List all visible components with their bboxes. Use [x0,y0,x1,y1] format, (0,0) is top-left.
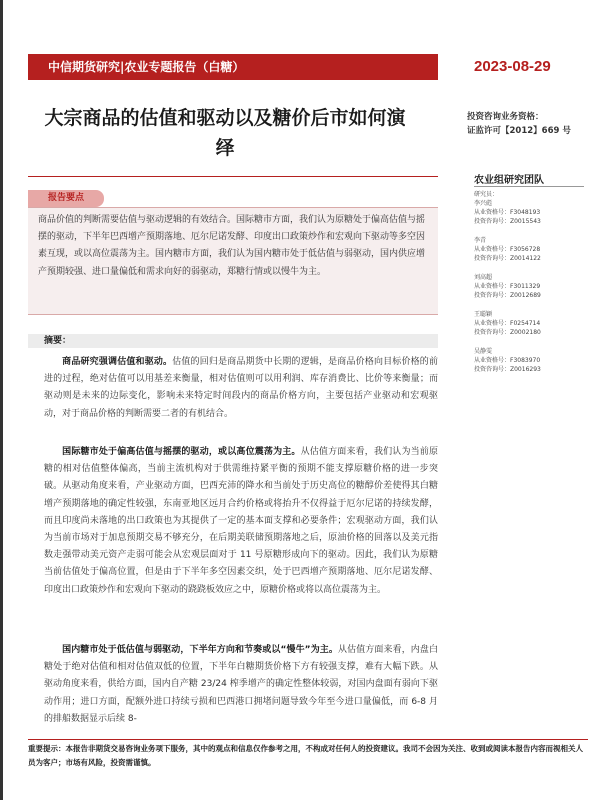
abstract-label: 摘要： [44,336,72,346]
researcher-advisor: 投资咨询号：Z0014122 [474,255,541,262]
researcher-license: 从业资格号：F3011329 [474,283,541,290]
paragraph-2-heading: 国际糖市处于偏高估值与摇摆的驱动，或以高位震荡为主。 [62,447,301,457]
header-report-type: 中信期货研究|农业专题报告（白糖） [48,60,245,74]
team-divider [474,186,584,187]
summary-top-rule [28,176,438,177]
researcher-entry [474,236,594,263]
abstract-paragraph-1 [44,354,438,423]
researcher-entry [474,310,594,337]
license-line-2: 证监许可【2012】669 号 [467,126,571,136]
researcher-license: 从业资格号：F3056728 [474,246,541,253]
paragraph-1-body: 估值的回归是商品期货中长期的逻辑，是商品价格向目标价格的前进的过程，绝对估值可以用基差来衡量，相对估值则可以用利润、库存消费比、比价等来衡量；而驱动则是未来的边际变化，影响未来特定时间段内的商品价格方向，主要包括产业驱动和宏观驱动，对于商品价格的判断需要二者的有机结合。 [44,357,438,419]
summary-text: 商品价值的判断需要估值与驱动逻辑的有效结合。国际糖市方面，我们认为原糖处于偏高估值与摇摆的驱动，下半年巴西增产预期落地、厄尔尼诺发酵、印度出口政策炒作和宏观向下驱动等多空因素互现，或以高位震荡为主。国内糖市方面，我们认为国内糖市处于低估值与弱驱动，国内供应增产预期较强、进口量偏低和需求向好的弱驱动，郑糖行情或以慢牛为主。 [38,215,426,277]
disclaimer: 重要提示：本报告非期货交易咨询业务项下服务，其中的观点和信息仅作参考之用，不构成对任何人的投资建议。我司不会因为关注、收到或阅读本报告内容而视相关人员为客户；市场有风险，投资需谨慎。 [28,744,583,767]
researcher-list [474,190,594,384]
abstract-band [28,334,438,348]
license-info [467,110,571,138]
researcher-name: 李兴彪 [474,200,493,207]
abstract-paragraph-3 [44,642,438,728]
paragraph-2-body: 从估值方面来看，我们认为当前原糖的相对估值整体偏高，当前主流机构对于供需维持紧平衡的预期不能支撑原糖价格的进一步突破。从驱动角度来看，产业驱动方面，巴西充沛的降水和当前处于历史高位的糖醇价差使得其白糖增产预期落地的确定性较强，东南亚地区远月合约价格或将抬升不仅得益于厄尔尼诺的持续发酵，而且印度尚未落地的出口政策也为其提供了一定的基本面支撑和必要条件；宏观驱动方面，我们认为当前市场对于加息预期交易不够充分，在后期美联储预期落地之后，原油价格的回落以及美元指数走强带动美元资产走弱可能会从宏观层面对于 11 号原糖形成向下的驱动。因此，我们认为原糖当前估值处于偏高位置，但是由于下半年多空因素交织，处于巴西增产预期落地、厄尔尼诺发酵、印度出口政策炒作和宏观向下驱动的跷跷板效应之中，原糖价格或将以高位震荡为主。 [44,447,438,595]
researcher-entry [474,273,594,300]
researcher-entry [474,190,594,226]
researcher-advisor: 投资咨询号：Z0012689 [474,292,541,299]
researcher-license: 从业资格号：F3048193 [474,209,541,216]
abstract-paragraph-2 [44,444,438,599]
team-title: 农业组研究团队 [474,175,544,186]
researcher-advisor: 投资咨询号：Z0015543 [474,218,541,225]
report-date: 2023-08-29 [474,58,551,75]
paragraph-3-body: 从估值方面来看，内盘白糖处于绝对估值和相对估值双低的位置，下半年白糖期货价格下方有较强支撑，难有大幅下跌。从驱动角度来看，供给方面，国内自产糖 23/24 榨季增产的确定性整体较弱，对国内盘面有弱向下驱动作用；进口方面，配额外进口持续亏损和巴西港口拥堵问题导致今年至今进口量偏低，而 6-8 月的排船数据显示后续 8- [44,645,438,724]
researcher-name: 李青 [474,237,487,244]
disclaimer-rule [28,739,588,740]
paragraph-1-heading: 商品研究强调估值和驱动。 [62,357,173,367]
researcher-advisor: 投资咨询号：Z0002180 [474,329,541,336]
researcher-advisor: 投资咨询号：Z0016293 [474,366,541,373]
researchers-label: 研究员： [474,191,499,198]
paragraph-3-heading: 国内糖市处于低估值与弱驱动，下半年方向和节奏或以“慢牛”为主。 [62,645,338,655]
researcher-name: 吴静雯 [474,348,493,355]
researcher-license: 从业资格号：F0254714 [474,320,541,327]
report-title: 大宗商品的估值和驱动以及糖价后市如何演绎 [44,107,406,159]
left-edge-bar [0,0,3,800]
license-line-1: 投资咨询业务资格： [467,112,544,122]
researcher-license: 从业资格号：F3083970 [474,357,541,364]
summary-tag: 报告要点 [28,190,104,207]
researcher-entry [474,347,594,374]
researcher-name: 王聪颖 [474,311,493,318]
researcher-name: 刘高超 [474,274,493,281]
